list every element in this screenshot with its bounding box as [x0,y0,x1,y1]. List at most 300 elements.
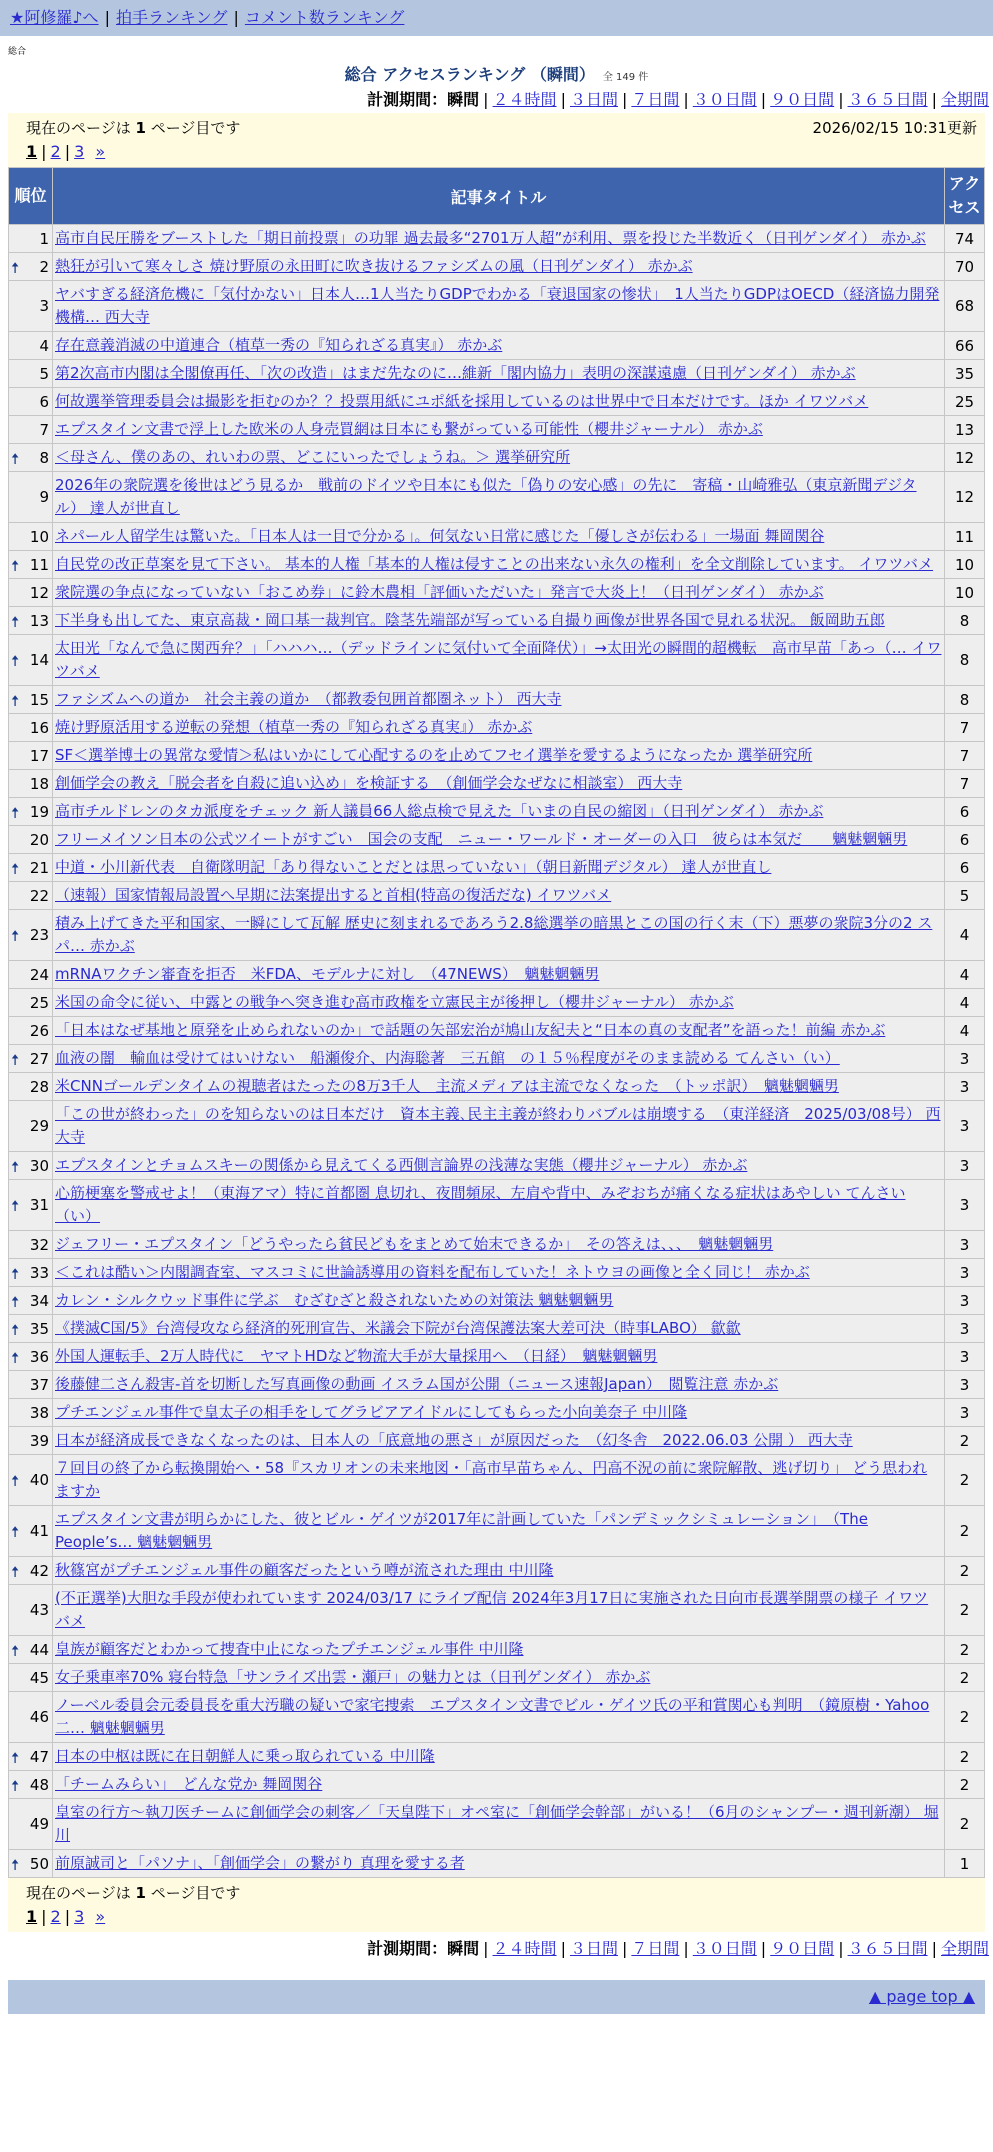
rank-cell [9,225,53,253]
rank-number: 41 [29,1522,49,1540]
article-link[interactable]: 血液の闇 輸血は受けてはいけない 船瀬俊介、内海聡著 三五館 の１５％程度がそのまま読める てんさい（い） [55,1049,840,1067]
rank-number: 7 [39,420,49,439]
page-separator: | [64,1907,71,1926]
period-link[interactable]: ２４時間 [492,90,557,109]
title-cell [53,1636,945,1664]
title-cell [53,1045,945,1073]
rank-number: 33 [29,1263,49,1282]
title-cell [53,686,945,714]
rank-number: 24 [29,965,49,984]
article-link[interactable]: エプスタイン文書で浮上した欧米の人身売買網は日本にも繋がっている可能性（櫻井ジャーナル） 赤かぶ [55,420,763,438]
period-separator: | [838,1939,844,1958]
article-link[interactable]: 米国の命令に従い、中露との戦争へ突き進む高市政権を立憲民主が後押し（櫻井ジャーナル） 赤かぶ [55,993,734,1011]
table-row [9,770,985,798]
rank-cell [9,281,53,332]
rank-cell [9,1743,53,1771]
access-count: 2 [945,1743,985,1771]
up-arrow-icon: 🠅 [11,1320,20,1339]
rank-number: 36 [29,1347,49,1366]
table-row [9,686,985,714]
rank-number: 4 [39,336,49,355]
up-arrow-icon: 🠅 [11,1472,20,1490]
article-link[interactable]: mRNAワクチン審査を拒否 米FDA、モデルナに対し （47NEWS） 魑魅魍魎男 [55,965,600,983]
table-row [9,388,985,416]
rank-number: 13 [29,611,49,630]
rank-cell [9,961,53,989]
access-count: 2 [945,1664,985,1692]
rank-cell [9,1399,53,1427]
rank-cell [9,607,53,635]
up-arrow-icon: 🠅 [11,1157,20,1176]
rank-cell [9,472,53,523]
rank-number: 14 [29,651,49,669]
period-link[interactable]: ３０日間 [692,1939,757,1958]
up-arrow-icon: 🠅 [11,1523,20,1541]
page-text-prefix: 現在のページは [26,119,131,137]
title-cell [53,607,945,635]
article-link[interactable]: ジェフリー・エプスタイン「どうやったら貧民どもをまとめて始末できるか」 その答えは、、、 魑魅魍魎男 [55,1235,774,1253]
table-row [9,360,985,388]
article-link[interactable]: 中道・小川新代表 自衛隊明記「あり得ないことだとは思っていない」（朝日新聞デジタル） 達人が世直し [55,858,772,876]
rank-cell [9,1073,53,1101]
title-cell [53,551,945,579]
up-arrow-icon: 🠅 [11,1264,20,1283]
current-page: 1 [26,142,38,161]
page-link[interactable]: 3 [74,1907,85,1926]
title-cell [53,1399,945,1427]
rank-number: 22 [29,886,49,905]
table-row [9,281,985,332]
next-page-link[interactable]: » [95,1907,106,1926]
table-row [9,1771,985,1799]
rank-cell [9,989,53,1017]
article-link[interactable]: エプスタイン文書が明らかにした、彼とビル・ゲイツが2017年に計画していた「パンデミックシミュレーション」 （The People’s… 魑魅魍魎男 [55,1510,868,1551]
rank-number: 37 [29,1375,49,1394]
table-row [9,1287,985,1315]
rank-cell [9,1455,53,1506]
table-row [9,910,985,961]
rank-number: 38 [29,1403,49,1422]
next-page-link[interactable]: » [95,142,106,161]
table-row [9,1017,985,1045]
article-link[interactable]: 何故選挙管理委員会は撮影を拒むのか？？投票用紙にユポ紙を採用しているのは世界中で日本だけです。ほか イワツバメ [55,392,869,410]
article-link[interactable]: 衆院選の争点になっていない「おこめ券」に鈴木農相「評価いただいた」発言で大炎上！（日刊ゲンダイ） 赤かぶ [55,583,824,601]
table-row [9,551,985,579]
rank-number: 1 [39,229,49,248]
period-selector [0,89,993,111]
article-link[interactable]: エプスタインとチョムスキーの関係から見えてくる西側言論界の浅薄な実態（櫻井ジャーナル） 赤かぶ [55,1156,748,1174]
article-link[interactable]: プチエンジェル事件で皇太子の相手をしてグラビアアイドルにしてもらった小向美奈子 中川隆 [55,1403,688,1421]
title-cell [53,961,945,989]
title-cell [53,1152,945,1180]
page-status [26,1882,977,1903]
title-cell [53,1771,945,1799]
rank-number: 20 [29,830,49,849]
article-link[interactable]: 日本が経済成長できなくなったのは、日本人の「底意地の悪さ」が原因だった （幻冬舎 2022.06.03 公開 ） 西大寺 [55,1431,853,1449]
article-link[interactable]: ヤバすぎる経済危機に「気付かない」日本人…1人当たりGDPでわかる「衰退国家の惨状」 1人当たりGDPはOECD（経済協力開発機構… 西大寺 [55,285,940,326]
access-count: 2 [945,1585,985,1636]
rank-cell [9,1259,53,1287]
article-link[interactable]: 下半身も出してた、東京高裁・岡口基一裁判官。陰茎先端部が写っている自撮り画像が世界各国で見れる状況。 飯岡助五郎 [55,611,885,629]
title-cell [53,1743,945,1771]
article-link[interactable]: 米CNNゴールデンタイムの視聴者はたったの8万3千人 主流メディアは主流でなくなった （トッポ訳） 魑魅魍魎男 [55,1077,839,1095]
article-link[interactable]: 熱狂が引いて寒々しさ 焼け野原の永田町に吹き抜けるファシズムの風（日刊ゲンダイ） 赤かぶ [55,257,693,275]
page-link[interactable]: 3 [74,142,85,161]
access-count: 3 [945,1073,985,1101]
title-cell [53,523,945,551]
period-link[interactable]: ９０日間 [770,90,835,109]
rank-cell [9,1371,53,1399]
up-arrow-icon: 🠅 [11,612,20,631]
rank-number: 28 [29,1077,49,1096]
table-row [9,798,985,826]
table-row [9,1045,985,1073]
rank-cell [9,686,53,714]
up-arrow-icon: 🠅 [11,258,20,277]
article-link[interactable]: ネパール人留学生は驚いた。「日本人は一目で分かる」。何気ない日常に感じた「優しさが伝わる」一場面 舞岡関谷 [55,527,825,545]
rank-number: 45 [29,1668,49,1687]
access-count: 2 [945,1455,985,1506]
rank-number: 23 [29,926,49,944]
table-row [9,1664,985,1692]
article-link[interactable]: ＜これは酷い＞内閣調査室、マスコミに世論誘導用の資料を配布していた！ネトウヨの画像と全く同じ！ 赤かぶ [55,1263,810,1281]
period-link[interactable]: ２４時間 [492,1939,557,1958]
title-cell [53,253,945,281]
page-text-prefix: 現在のページは [26,1884,131,1902]
title-cell [53,1231,945,1259]
article-link[interactable]: 創価学会の教え「脱会者を自殺に追い込め」を検証する （創価学会なぜなに相談室） 西大寺 [55,774,683,792]
access-count: 7 [945,770,985,798]
title-cell [53,332,945,360]
table-row [9,607,985,635]
rank-cell [9,770,53,798]
rank-cell [9,579,53,607]
title-cell [53,854,945,882]
period-link[interactable]: ９０日間 [770,1939,835,1958]
period-separator: | [621,1939,628,1958]
table-row [9,1636,985,1664]
clap-ranking-link[interactable]: 拍手ランキング [115,8,228,27]
access-count: 1 [945,1850,985,1878]
article-link[interactable]: カレン・シルクウッド事件に学ぶ むざむざと殺されないための対策法 魑魅魍魎男 [55,1291,614,1309]
article-link[interactable]: 自民党の改正草案を見て下さい。 基本的人権「基本的人権は侵すことの出来ない永久の権利」を全文削除しています。 イワツバメ [55,555,934,573]
article-link[interactable]: 前原誠司と「パソナ」、「創価学会」の繋がり 真理を愛する者 [55,1854,465,1872]
period-separator: | [483,90,489,109]
table-row [9,961,985,989]
up-arrow-icon: 🠅 [11,1641,20,1660]
rank-number: 17 [29,746,49,765]
title-cell [53,579,945,607]
table-row [9,1692,985,1743]
title-cell [53,1017,945,1045]
title-cell [53,416,945,444]
article-link[interactable]: 高市自民圧勝をブーストした「期日前投票」の功罪 過去最多“2701万人超”が利用、票を投じた半数近く（日刊ゲンダイ） 赤かぶ [55,229,926,247]
page-link[interactable]: 2 [50,1907,61,1926]
rank-cell [9,910,53,961]
table-row [9,1180,985,1231]
article-link[interactable]: 2026年の衆院選を後世はどう見るか 戦前のドイツや日本にも似た「偽りの安心感」の先に 寄稿・山崎雅弘（東京新聞デジタル） 達人が世直し [55,476,917,517]
title-cell [53,472,945,523]
article-link[interactable]: 積み上げてきた平和国家、一瞬にして瓦解 歴史に刻まれるであろう2.8総選挙の暗黒とこの国の行く末（下）悪夢の衆院3分の2 スパ… 赤かぶ [55,914,933,955]
title-cell [53,1259,945,1287]
period-link[interactable]: 全期間 [940,1939,989,1958]
up-arrow-icon: 🠅 [11,1348,20,1367]
table-row [9,1371,985,1399]
up-arrow-icon: 🠅 [11,556,20,575]
access-count: 6 [945,854,985,882]
title-cell [53,882,945,910]
article-link[interactable]: 女子乗車率70% 寝台特急「サンライズ出雲・瀬戸」の魅力とは（日刊ゲンダイ） 赤かぶ [55,1668,651,1686]
ranking-table [8,167,985,1878]
rank-number: 39 [29,1431,49,1450]
table-row [9,416,985,444]
article-link[interactable]: 「日本はなぜ基地と原発を止められないのか」で話題の矢部宏治が鳩山友紀夫と“日本の真の支配者”を語った！前編 赤かぶ [55,1021,886,1039]
rank-number: 29 [29,1117,49,1135]
access-count: 6 [945,826,985,854]
page-title: 総合 アクセスランキング （瞬間） [344,65,595,84]
rank-cell [9,1017,53,1045]
title-cell [53,1343,945,1371]
article-link[interactable]: 太田光「なんで急に関西弁？」「ハハハ…（デッドラインに気付いて全面降伏）」→太田光の瞬間的超機転 高市早苗「あっ（… イワツバメ [55,639,942,680]
up-arrow-icon: 🠅 [11,803,20,822]
period-separator: | [931,1939,937,1958]
page-links [26,1907,977,1926]
table-row [9,1231,985,1259]
col-access-header: アクセス [945,168,985,225]
period-label: 計測期間： [367,90,448,109]
up-arrow-icon: 🠅 [11,1776,20,1795]
article-link[interactable]: ７回目の終了から転換開始へ・58『スカリオンの未来地図・「高市早苗ちゃん、円高不況の前に衆院解散、逃げ切り」 どう思われますか [55,1459,928,1500]
ranking-heading [0,62,993,85]
access-count: 3 [945,1399,985,1427]
access-count: 3 [945,1152,985,1180]
home-link[interactable]: ★阿修羅♪へ [10,8,99,27]
access-count: 13 [945,416,985,444]
up-arrow-icon: 🠅 [11,691,20,710]
title-cell [53,798,945,826]
page-links [26,142,977,161]
rank-number: 46 [29,1708,49,1726]
rank-cell [9,854,53,882]
access-count: 2 [945,1557,985,1585]
period-link[interactable]: ３６５日間 [847,1939,928,1958]
rank-cell [9,826,53,854]
access-count: 4 [945,1017,985,1045]
period-separator: | [483,1939,489,1958]
table-row [9,332,985,360]
current-page: 1 [26,1907,38,1926]
title-cell [53,770,945,798]
access-count: 68 [945,281,985,332]
rank-cell [9,1427,53,1455]
article-link[interactable]: 焼け野原活用する逆転の発想（植草一秀の『知られざる真実』） 赤かぶ [55,718,533,736]
rank-number: 8 [39,448,49,467]
article-link[interactable]: 後藤健二さん殺害-首を切断した写真画像の動画 イスラム国が公開（ニュース速報Japan） 閲覧注意 赤かぶ [55,1375,779,1393]
rank-cell [9,253,53,281]
up-arrow-icon: 🠅 [11,1562,20,1581]
table-row [9,1315,985,1343]
access-count: 12 [945,472,985,523]
rank-cell [9,1771,53,1799]
table-row [9,523,985,551]
table-row [9,472,985,523]
page-separator: | [64,142,71,161]
period-separator: | [760,1939,767,1958]
rank-number: 10 [29,527,49,546]
rank-cell [9,1799,53,1850]
title-cell [53,1455,945,1506]
page-text-suffix: ページ目です [150,119,241,137]
title-cell [53,714,945,742]
table-row [9,225,985,253]
article-link[interactable]: フリーメイソン日本の公式ツイートがすごい 国会の支配 ニュー・ワールド・オーダーの入口 彼らは本気だ 魑魅魍魎男 [55,830,908,848]
article-link[interactable]: 外国人運転手、2万人時代に ヤマトHDなど物流大手が大量採用へ （日経） 魑魅魍魎男 [55,1347,658,1365]
period-current: 瞬間 [447,90,480,109]
rank-cell [9,551,53,579]
rank-number: 25 [29,993,49,1012]
table-row [9,253,985,281]
title-cell [53,1101,945,1152]
article-link[interactable]: 心筋梗塞を警戒せよ！（東海アマ）特に首都圏 息切れ、夜間頻尿、左肩や背中、みぞおちが痛くなる症状はあやしい てんさい（い） [55,1184,906,1225]
title-cell [53,225,945,253]
rank-number: 16 [29,718,49,737]
title-cell [53,910,945,961]
access-count: 12 [945,444,985,472]
article-link[interactable]: 存在意義消滅の中道連合（植草一秀の『知られざる真実』） 赤かぶ [55,336,503,354]
rank-cell [9,1850,53,1878]
up-arrow-icon: 🠅 [11,859,20,878]
access-count: 4 [945,989,985,1017]
title-cell [53,1664,945,1692]
rank-cell [9,1343,53,1371]
title-cell [53,388,945,416]
access-count: 7 [945,742,985,770]
title-cell [53,1799,945,1850]
access-count: 2 [945,1799,985,1850]
access-count: 8 [945,686,985,714]
article-link[interactable]: SF＜選挙博士の異常な愛情＞私はいかにして心配するのを止めてフセイ選挙を愛するようになったか 選挙研究所 [55,746,813,764]
rank-cell [9,1315,53,1343]
rank-number: 21 [29,858,49,877]
page-text-suffix: ページ目です [150,1884,241,1902]
article-link[interactable]: (不正選挙)大胆な手段が使われています 2024/03/17 にライブ配信 2024年3月17日に実施された日向市長選挙開票の様子 イワツバメ [55,1589,929,1630]
table-row [9,1073,985,1101]
table-row [9,1557,985,1585]
period-current: 瞬間 [447,1939,480,1958]
access-count: 7 [945,714,985,742]
table-row [9,1427,985,1455]
access-count: 2 [945,1771,985,1799]
page-number: 1 [135,1884,146,1902]
article-link[interactable]: 高市チルドレンのタカ派度をチェック 新人議員66人総点検で見えた「いまの自民の縮図」（日刊ゲンダイ） 赤かぶ [55,802,824,820]
period-separator: | [683,1939,689,1958]
table-row [9,854,985,882]
period-link[interactable]: ３０日間 [692,90,757,109]
rank-number: 11 [29,555,49,574]
access-count: 2 [945,1692,985,1743]
article-link[interactable]: ノーベル委員会元委員長を重大汚職の疑いで家宅捜索 エプスタイン文書でビル・ゲイツ氏の平和賞関心も判明 （鏡原樹・Yahoo二… 魑魅魍魎男 [55,1696,930,1737]
nav-separator: | [104,8,110,27]
article-link[interactable]: 秋篠宮がプチエンジェル事件の顧客だったという噂が流された理由 中川隆 [55,1561,554,1579]
period-link[interactable]: ７日間 [631,90,680,109]
rank-number: 2 [39,257,49,276]
access-count: 4 [945,961,985,989]
access-count: 2 [945,1506,985,1557]
access-count: 10 [945,579,985,607]
rank-cell [9,1287,53,1315]
article-link[interactable]: 第2次高市内閣は全閣僚再任、「次の改造」はまだ先なのに…維新「閣内協力」表明の深謀遠慮（日刊ゲンダイ） 赤かぶ [55,364,856,382]
table-row [9,1743,985,1771]
period-link[interactable]: 全期間 [940,90,989,109]
pager-top [8,113,985,167]
period-link[interactable]: ３日間 [569,90,618,109]
page-top-link[interactable]: ▲ page top ▲ [868,1987,975,2006]
title-cell [53,1427,945,1455]
article-link[interactable]: 皇室の行方〜執刀医チームに創価学会の刺客／「天皇陛下」オペ室に「創価学会幹部」がいる！（6月のシャンプー・週刊新潮） 堀川 [55,1803,939,1844]
rank-cell [9,1585,53,1636]
article-link[interactable]: 日本の中枢は既に在日朝鮮人に乗っ取られている 中川隆 [55,1747,435,1765]
title-cell [53,1585,945,1636]
access-count: 3 [945,1287,985,1315]
period-link[interactable]: ７日間 [631,1939,680,1958]
rank-cell [9,714,53,742]
period-separator: | [560,90,566,109]
access-count: 3 [945,1045,985,1073]
page-link[interactable]: 2 [50,142,61,161]
title-cell [53,742,945,770]
rank-number: 44 [29,1640,49,1659]
article-link[interactable]: （速報）国家情報局設置へ早期に法案提出すると首相(特高の復活だな) イワツバメ [55,886,612,904]
up-arrow-icon: 🠅 [11,1292,20,1311]
period-link[interactable]: ３日間 [569,1939,618,1958]
rank-cell [9,1045,53,1073]
title-cell [53,989,945,1017]
nav-separator: | [233,8,239,27]
article-link[interactable]: 「この世が終わった」のを知らないのは日本だけ 資本主義､民主主義が終わりバブルは崩壊する （東洋経済 2025/03/08号） 西大寺 [55,1105,941,1146]
table-row [9,1259,985,1287]
period-link[interactable]: ３６５日間 [847,90,928,109]
rank-number: 9 [39,488,49,506]
title-cell [53,281,945,332]
article-link[interactable]: 皇族が顧客だとわかって捜査中止になったプチエンジェル事件 中川隆 [55,1640,524,1658]
article-link[interactable]: 《撲滅C国/5》台湾侵攻なら経済的死刑宣告、米議会下院が台湾保護法案大差可決（時事LABO） 歙歙 [55,1319,741,1337]
access-count: 8 [945,607,985,635]
period-separator: | [760,90,767,109]
period-separator: | [683,90,689,109]
rank-cell [9,523,53,551]
rank-number: 18 [29,774,49,793]
up-arrow-icon: 🠅 [11,1050,20,1069]
rank-number: 3 [39,297,49,315]
access-count: 3 [945,1371,985,1399]
article-link[interactable]: 「チームみらい」 どんな党か 舞岡関谷 [55,1775,323,1793]
rank-number: 27 [29,1049,49,1068]
table-row [9,1152,985,1180]
rank-number: 12 [29,583,49,602]
table-row [9,1455,985,1506]
rank-cell [9,1636,53,1664]
rank-cell [9,1180,53,1231]
rank-cell [9,388,53,416]
access-count: 35 [945,360,985,388]
title-cell [53,1850,945,1878]
article-link[interactable]: ＜母さん、僕のあの、れいわの票、どこにいったでしょうね。＞ 選挙研究所 [55,448,571,466]
rank-number: 50 [29,1854,49,1873]
table-row [9,635,985,686]
rank-number: 15 [29,690,49,709]
article-link[interactable]: ファシズムへの道か 社会主義の道か （都教委包囲首都圏ネット） 西大寺 [55,690,562,708]
comment-ranking-link[interactable]: コメント数ランキング [244,8,405,27]
